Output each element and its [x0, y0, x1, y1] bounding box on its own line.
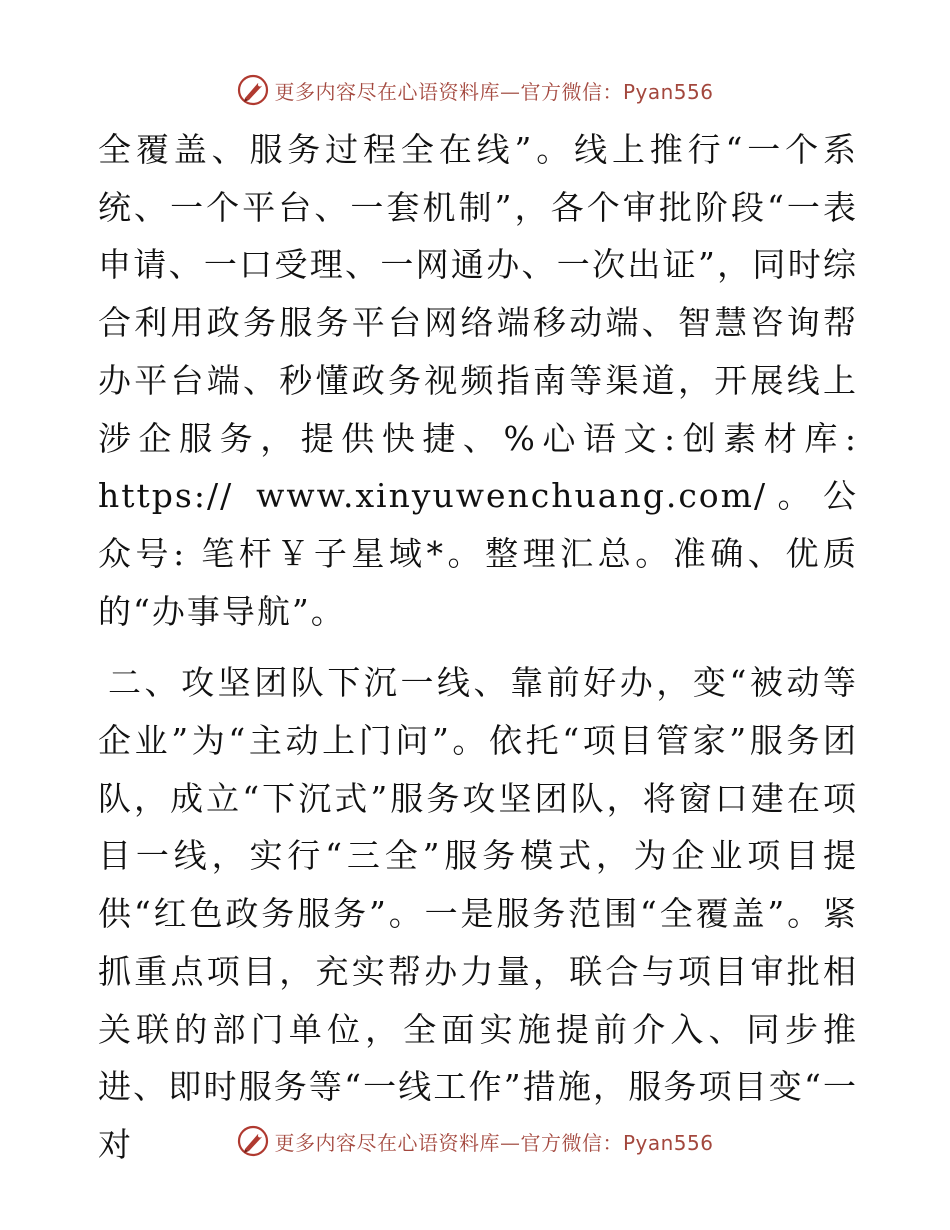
paragraph-2: 二、攻坚团队下沉一线、靠前好办，变“被动等企业”为“主动上门问”。依托“项目管家”服务团队，成立“下沉式”服务攻坚团队，将窗口建在项目一线，实行“三全”服务模式，为企业项目提供“红色政务服务”。一是服务范围“全覆盖”。紧抓重点项目，充实帮办力量，联合与项目审批相关联的部门单位，全面实施提前介入、同步推进、即时服务等“一线工作”措施，服务项目变“一对	[98, 663, 858, 1164]
header-banner-text: 更多内容尽在心语资料库—官方微信：Pyan556	[274, 79, 714, 104]
pen-logo-icon	[236, 1124, 270, 1158]
document-body	[98, 121, 858, 1174]
pen-logo-icon	[236, 73, 270, 107]
paragraph-1: 全覆盖、服务过程全在线”。线上推行“一个系统、一个平台、一套机制”，各个审批阶段“一表申请、一口受理、一网通办、一次出证”，同时综合利用政务服务平台网络端移动端、智慧咨询帮办平台端、秒懂政务视频指南等渠道，开展线上涉企服务，提供快捷、%心语文:创素材库: https:// www.xinyuwenchuang.com/。公众号: 笔杆￥子星域*。整理汇总。准确、优质的“办事导航”。	[98, 130, 858, 631]
footer-banner-text: 更多内容尽在心语资料库—官方微信：Pyan556	[274, 1130, 714, 1155]
header-banner	[0, 70, 950, 110]
footer-banner	[0, 1121, 950, 1161]
